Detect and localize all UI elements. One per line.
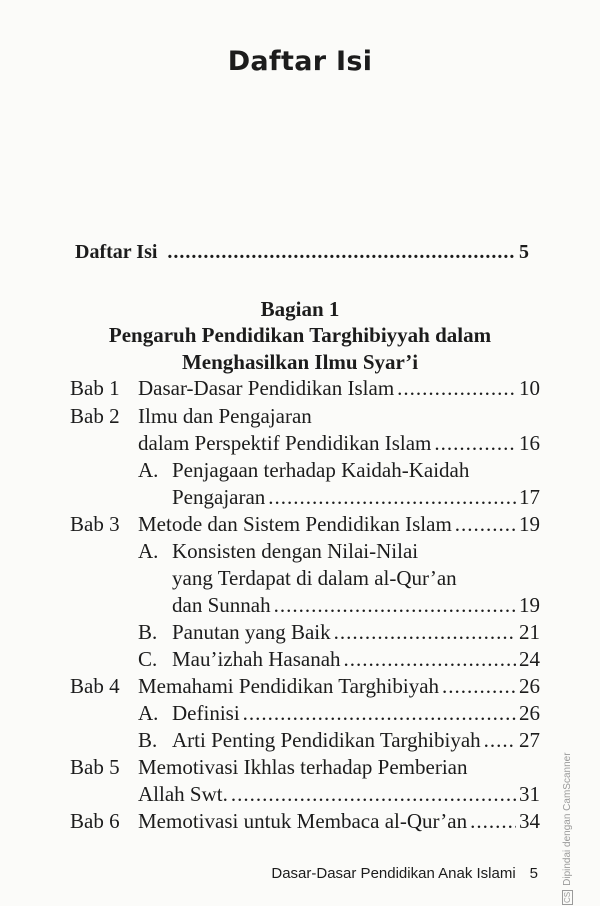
toc-entry-page: 26 xyxy=(519,674,540,698)
toc-subentry-title-line1: Konsisten dengan Nilai-Nilai xyxy=(172,539,419,563)
page-title: Daftar Isi xyxy=(227,46,373,77)
toc-entry-bab5 xyxy=(138,782,540,806)
toc-subentry-title-line1: Penjagaan terhadap Kaidah-Kaidah xyxy=(172,458,470,482)
toc-entry-title: Metode dan Sistem Pendidikan Islam xyxy=(138,512,452,536)
toc-subentry-title: Definisi xyxy=(172,701,240,725)
toc-entry-bab1 xyxy=(138,376,540,400)
leader-dots xyxy=(344,647,516,671)
leader-dots xyxy=(334,620,516,644)
toc-entry-title-line1: Ilmu dan Pengajaran xyxy=(138,404,312,428)
chapter-number: Bab 2 xyxy=(70,404,120,428)
toc-entry-title-line2: Allah Swt. xyxy=(138,782,228,806)
toc-subentry-title: Panutan yang Baik xyxy=(172,620,331,644)
scanner-watermark xyxy=(562,752,573,905)
subentry-letter: A. xyxy=(138,458,159,482)
section-title-line1: Pengaruh Pendidikan Targhibiyyah dalam xyxy=(108,323,492,347)
toc-entry-page: 34 xyxy=(519,809,540,833)
leader-dots xyxy=(470,809,516,833)
footer-book-title: Dasar-Dasar Pendidikan Anak Islami xyxy=(271,865,516,882)
toc-entry-page: 5 xyxy=(519,241,529,263)
leader-dots xyxy=(231,782,516,806)
toc-entry-title-line1: Memotivasi Ikhlas terhadap Pemberian xyxy=(138,755,468,779)
toc-entry-title: Memahami Pendidikan Targhibiyah xyxy=(138,674,440,698)
subentry-letter: A. xyxy=(138,701,159,725)
section-label: Bagian 1 xyxy=(260,297,340,321)
subentry-letter: A. xyxy=(138,539,159,563)
toc-entry-bab3 xyxy=(138,512,540,536)
toc-entry-title: Daftar Isi xyxy=(75,241,158,263)
leader-dots xyxy=(397,376,516,400)
toc-entry-page: 27 xyxy=(519,728,540,752)
subentry-letter: C. xyxy=(138,647,158,671)
toc-subentry-title-line2: yang Terdapat di dalam al-Qur’an xyxy=(172,566,457,590)
toc-entry-bab6 xyxy=(138,809,540,833)
toc-entry-page: 31 xyxy=(519,782,540,806)
toc-subentry-bab2a xyxy=(172,485,540,509)
toc-entry-page: 16 xyxy=(519,431,540,455)
leader-dots xyxy=(484,728,516,752)
leader-dots xyxy=(434,431,516,455)
scanner-text: Dipindai dengan CamScanner xyxy=(562,752,573,886)
chapter-number: Bab 4 xyxy=(70,674,120,698)
leader-dots xyxy=(442,674,516,698)
toc-entry-page: 10 xyxy=(519,376,540,400)
toc-entry-bab4 xyxy=(138,674,540,698)
scanner-badge: CS xyxy=(563,891,572,903)
leader-dots xyxy=(274,593,516,617)
leader-dots xyxy=(268,485,516,509)
toc-subentry-bab3b xyxy=(172,620,540,644)
leader-dots xyxy=(455,512,516,536)
section-title-line2: Menghasilkan Ilmu Syar’i xyxy=(181,350,419,374)
toc-entry-title: Dasar-Dasar Pendidikan Islam xyxy=(138,376,395,400)
toc-subentry-title-line2: Pengajaran xyxy=(172,485,266,509)
toc-subentry-bab4b xyxy=(172,728,540,752)
toc-entry-bab2 xyxy=(138,431,540,455)
subentry-letter: B. xyxy=(138,728,158,752)
toc-entry-page: 17 xyxy=(519,485,540,509)
toc-subentry-bab3c xyxy=(172,647,540,671)
page-footer xyxy=(271,865,538,882)
toc-subentry-title: Mau’izhah Hasanah xyxy=(172,647,341,671)
toc-entry-daftar-isi xyxy=(75,241,529,265)
toc-entry-page: 19 xyxy=(519,512,540,536)
chapter-number: Bab 6 xyxy=(70,809,120,833)
toc-entry-page: 21 xyxy=(519,620,540,644)
chapter-number: Bab 1 xyxy=(70,376,120,400)
toc-subentry-bab3a xyxy=(172,593,540,617)
toc-subentry-bab4a xyxy=(172,701,540,725)
toc-subentry-title: Arti Penting Pendidikan Targhibiyah xyxy=(172,728,481,752)
chapter-number: Bab 5 xyxy=(70,755,120,779)
chapter-number: Bab 3 xyxy=(70,512,120,536)
leader-dots xyxy=(167,241,516,264)
subentry-letter: B. xyxy=(138,620,158,644)
toc-entry-page: 24 xyxy=(519,647,540,671)
toc-entry-page: 26 xyxy=(519,701,540,725)
leader-dots xyxy=(243,701,516,725)
toc-subentry-title-line3: dan Sunnah xyxy=(172,593,271,617)
toc-entry-title-line2: dalam Perspektif Pendidikan Islam xyxy=(138,431,432,455)
footer-page-number: 5 xyxy=(529,865,538,882)
toc-entry-title: Memotivasi untuk Membaca al-Qur’an xyxy=(138,809,468,833)
toc-entry-page: 19 xyxy=(519,593,540,617)
